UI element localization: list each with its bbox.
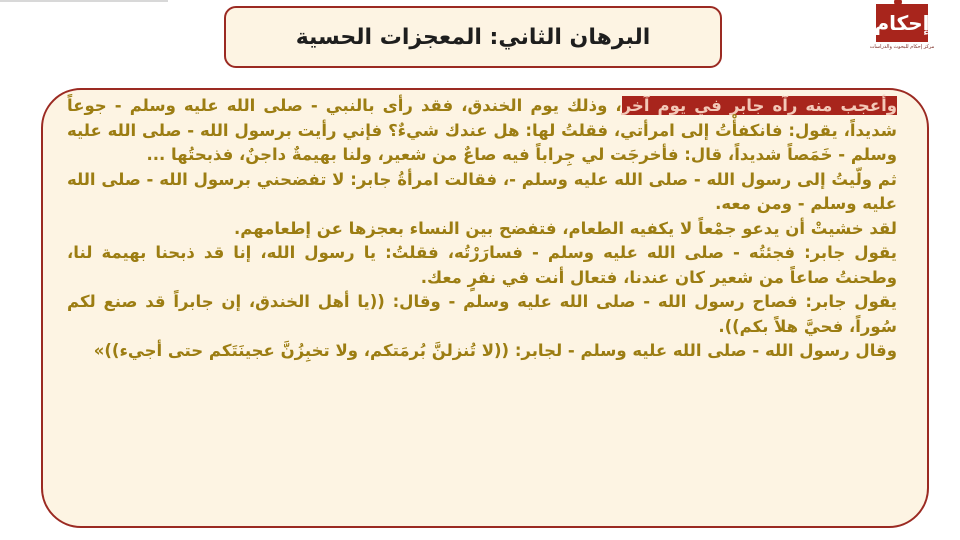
logo-subtitle: مركز إحكام للبحوث والدراسات xyxy=(869,44,935,50)
logo-text: إحكام xyxy=(874,11,930,35)
paragraph-3: لقد خشيتْ أن يدعو جمْعاً لا يكفيه الطعام، فتفضح بين النساء بعجزها عن إطعامهم. xyxy=(234,218,897,238)
paragraph-6: وقال رسول الله - صلى الله عليه وسلم - لجابر: ((لا تُنزلنَّ بُرمَتكم، ولا تخبِزُنَّ عجينَتَكم حتى أجيء))» xyxy=(93,341,897,360)
top-divider xyxy=(0,0,168,2)
logo-mark xyxy=(876,4,928,42)
paragraph-4: يقول جابر: فجئتُه - صلى الله عليه وسلم - فسارَرْتُه، فقلتُ: يا رسول الله، إنا قد ذبحنا بهيمة لنا، وطحنتُ صاعاً من شعير كان عندنا، فتعال أنت في نفرٍ معك. xyxy=(67,243,897,287)
paragraph-1-text: ، وذلك يوم الخندق، فقد رأى بالنبي - صلى الله عليه وسلم - جوعاً شديداً، يقول: فانكفأْتُ إلى امرأتي، فقلتُ لها: هل عندك شيءٌ؟ فإني رأيت برسول الله - صلى الله عليه وسلم - خَمَصاً شديداً، قال: فأخرجَت لي جِراباً فيه صاعٌ من شعير، ولنا بهيمةٌ داجنٌ، فذبحتُها ... xyxy=(67,96,897,164)
brand-logo xyxy=(869,4,935,66)
slide-title: البرهان الثاني: المعجزات الحسية xyxy=(295,24,651,50)
paragraph-2: ثم ولّيتُ إلى رسول الله - صلى الله عليه وسلم -، فقالت امرأةُ جابر: لا تفضحني برسول الله - صلى الله عليه وسلم - ومن معه. xyxy=(67,169,897,213)
paragraph-5: يقول جابر: فصاح رسول الله - صلى الله عليه وسلم - وقال: ((يا أهل الخندق، إن جابراً قد صنع لكم سُوراً، فحيَّ هلاً بكم)). xyxy=(67,292,897,336)
highlighted-phrase: وأعجب منه رآه جابر في يوم آخر xyxy=(621,96,897,115)
logo-dot xyxy=(894,0,902,6)
paragraph-1 xyxy=(67,94,897,168)
title-banner xyxy=(224,6,722,68)
content-panel xyxy=(41,88,929,528)
